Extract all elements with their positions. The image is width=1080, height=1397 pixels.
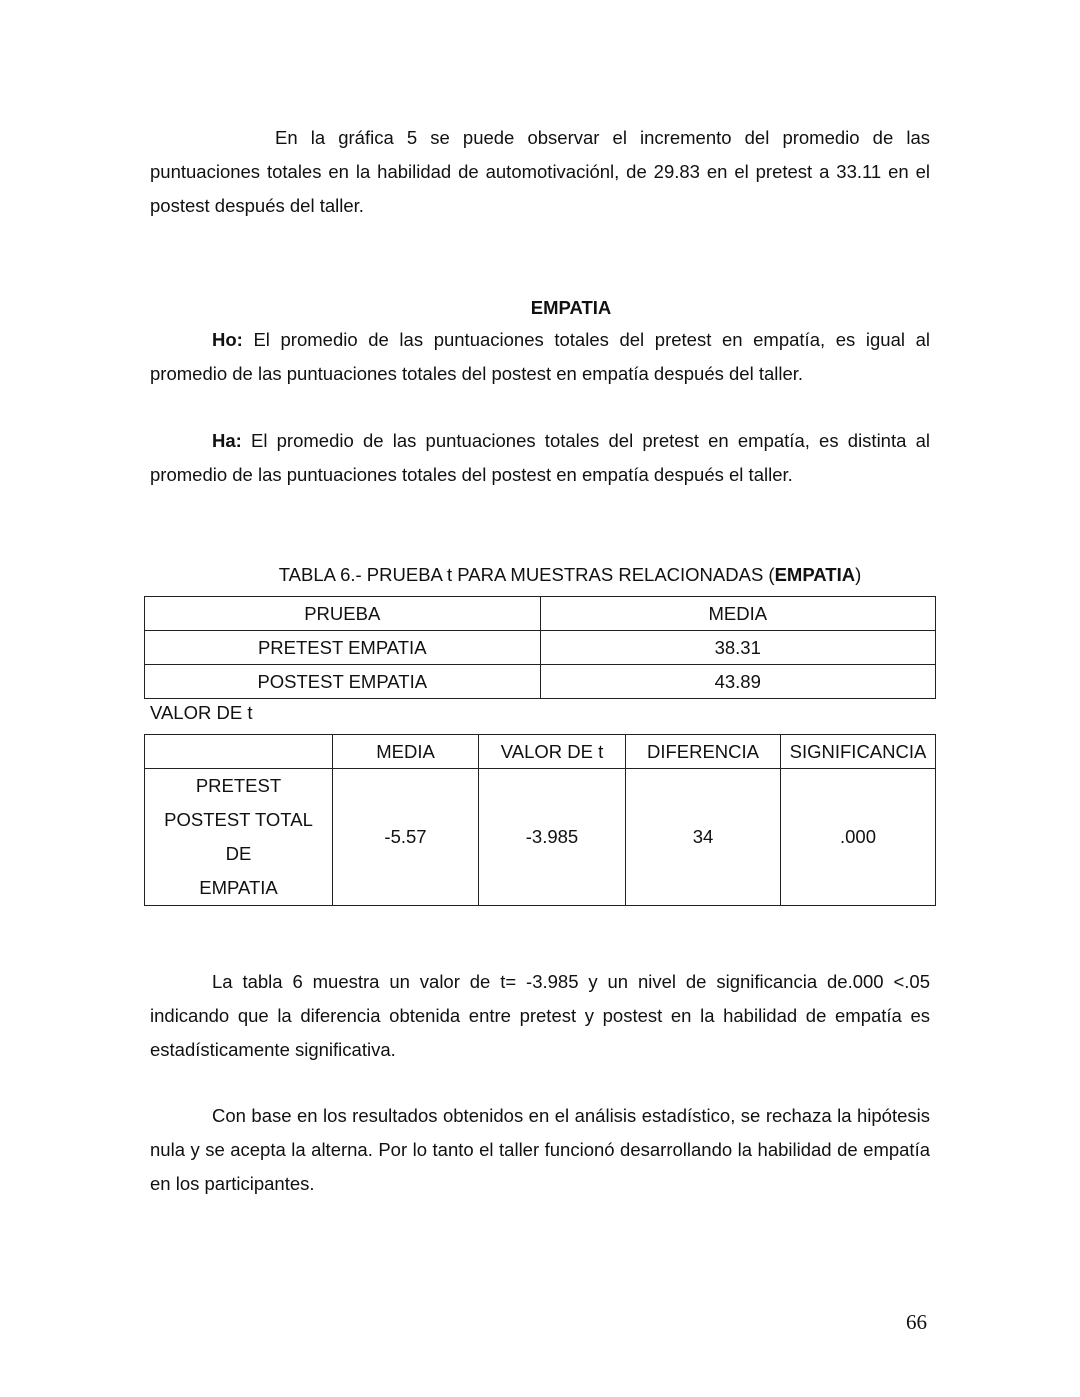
value-diferencia: 34 <box>626 769 781 906</box>
caption-suffix: ) <box>855 564 862 585</box>
header-valor-t: VALOR DE t <box>479 735 626 769</box>
row-value: 43.89 <box>540 665 936 699</box>
row-label-line: DE <box>225 843 252 864</box>
table-row <box>145 769 936 906</box>
page-number: 66 <box>906 1310 927 1334</box>
value-media: -5.57 <box>333 769 479 906</box>
row-label <box>145 769 333 906</box>
section-heading: EMPATIA <box>530 297 612 318</box>
caption-bold: EMPATIA <box>774 564 856 585</box>
result-paragraph: La tabla 6 muestra un valor de t= -3.985 y un nivel de significancia de.000 <.05 indicando que la diferencia obtenida entre pretest y postest en la habilidad de empatía es estadísticamente significativa. <box>150 971 930 1060</box>
ho-text: El promedio de las puntuaciones totales del pretest en empatía, es igual al promedio de las puntuaciones totales del postest en empatía después del taller. <box>150 329 930 384</box>
intro-paragraph: En la gráfica 5 se puede observar el incremento del promedio de las puntuaciones totales en la habilidad de automotivaciónl, de 29.83 en el pretest a 33.11 en el postest después del taller. <box>150 127 930 216</box>
value-significancia: .000 <box>781 769 936 906</box>
header-prueba: PRUEBA <box>145 597 541 631</box>
header-media: MEDIA <box>540 597 936 631</box>
ha-text: El promedio de las puntuaciones totales del pretest en empatía, es distinta al promedio de las puntuaciones totales del postest en empatía después el taller. <box>150 430 930 485</box>
header-diferencia: DIFERENCIA <box>626 735 781 769</box>
value-t: -3.985 <box>479 769 626 906</box>
ho-label: Ho: <box>212 329 243 350</box>
row-label: POSTEST EMPATIA <box>145 665 541 699</box>
t-test-table <box>144 734 936 906</box>
table-header-row <box>145 735 936 769</box>
table-row <box>145 665 936 699</box>
table-row <box>145 631 936 665</box>
table-header-row <box>145 597 936 631</box>
header-significancia: SIGNIFICANCIA <box>781 735 936 769</box>
row-label-line: EMPATIA <box>199 877 278 898</box>
row-value: 38.31 <box>540 631 936 665</box>
means-table <box>144 596 936 699</box>
row-label-line: PRETEST <box>195 775 282 796</box>
null-hypothesis <box>150 323 930 391</box>
table-caption <box>144 562 996 588</box>
row-label-line: POSTEST TOTAL <box>164 809 313 830</box>
row-label: PRETEST EMPATIA <box>145 631 541 665</box>
conclusion-paragraph: Con base en los resultados obtenidos en el análisis estadístico, se rechaza la hipótesis nula y se acepta la alterna. Por lo tanto el taller funcionó desarrollando la habilidad de empatía en los participantes. <box>150 1105 930 1194</box>
header-media: MEDIA <box>333 735 479 769</box>
alternative-hypothesis <box>150 424 930 492</box>
ha-label: Ha: <box>212 430 242 451</box>
caption-prefix: TABLA 6.- PRUEBA t PARA MUESTRAS RELACIONADAS ( <box>278 564 775 585</box>
header-empty <box>145 735 333 769</box>
t-value-label: VALOR DE t <box>150 702 253 723</box>
